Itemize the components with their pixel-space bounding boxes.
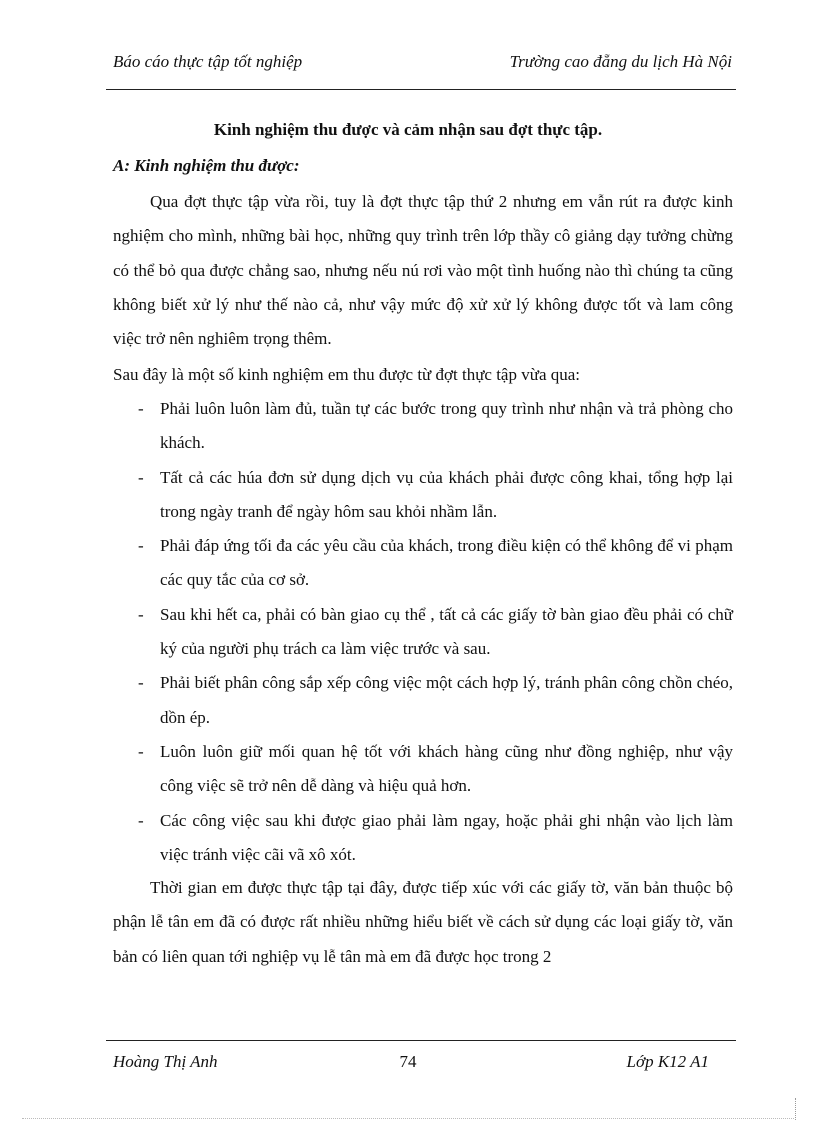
list-item [113,735,733,804]
footer-divider [106,1040,736,1041]
list-item [113,598,733,667]
bullet-dash: - [138,604,144,624]
running-header [0,52,816,82]
closing-paragraph: Thời gian em được thực tập tại đây, được tiếp xúc với các giấy tờ, văn bản thuộc bộ phận lễ tân em đã có được rất nhiều những hiểu biết về cách sử dụng các loại giấy tờ, văn bản có liên quan tới nghiệp vụ lễ tân mà em đã được học trong 2 [113,878,733,966]
header-school-name: Trường cao đẵng du lịch Hà Nội [509,52,732,71]
bullet-dash: - [138,536,144,556]
section-heading: A: Kinh nghiệm thu được: [113,156,300,175]
header-divider [106,89,736,90]
list-item-text: Phải biết phân công sắp xếp công việc một cách hợp lý, tránh phân công chồn chéo, dồn ép. [160,673,733,727]
list-item-text: Sau khi hết ca, phải có bàn giao cụ thể , tất cả các giấy tờ bàn giao đều phải có chữ ký của người phụ trách ca làm việc trước và sau. [160,604,733,659]
footer-class: Lớp K12 A1 [626,1052,709,1071]
experience-list [113,392,733,872]
bullet-dash: - [138,399,144,418]
bullet-dash: - [138,741,144,761]
bullet-dash: - [138,810,144,830]
list-item [113,804,733,873]
page-title: Kinh nghiệm thu được và cảm nhận sau đợt thực tập. [213,120,603,139]
list-item [113,461,733,530]
list-item [113,666,733,735]
footer-author: Hoàng Thị Anh [113,1052,218,1071]
bullet-dash: - [138,467,144,487]
list-item-text: Luôn luôn giữ mối quan hệ tốt với khách hàng cũng như đồng nghiệp, như vậy công việc sẽ trở nên dễ dàng và hiệu quả hơn. [160,741,733,796]
bullet-dash: - [138,673,144,693]
page-corner-mark [795,1098,797,1120]
page-edge-dotted-line [22,1118,794,1119]
list-item-text: Tất cả các húa đơn sử dụng dịch vụ của khách phải được công khai, tổng hợp lại trong ngày tranh để ngày hôm sau khỏi nhầm lẫn. [160,467,733,521]
list-item-text: Các công việc sau khi được giao phải làm ngay, hoặc phải ghi nhận vào lịch làm việc tránh việc cãi vã xô xót. [160,810,733,864]
intro-paragraph: Qua đợt thực tập vừa rồi, tuy là đợt thực tập thứ 2 nhưng em vẫn rút ra được kinh nghiệm cho mình, những bài học, những quy trình trên lớp thầy cô giảng dạy tưởng chừng có thể bỏ qua được chẳng sao, nhưng nếu nú rơi vào một tình huống nào thì chúng ta cũng không biết xử lý như thế nào cả, như vậy mức độ xử xử lý không được tốt và lam công việc trở nên nghiêm trọng thêm. [113,192,733,349]
list-item [113,529,733,598]
lead-paragraph: Sau đây là một số kinh nghiệm em thu được từ đợt thực tập vừa qua: [113,365,581,384]
list-item-text: Phải đáp ứng tối đa các yêu cầu của khách, trong điều kiện có thể không để vi phạm các quy tắc của cơ sở. [160,536,733,590]
list-item-text: Phải luôn luôn làm đủ, tuần tự các bước trong quy trình như nhận và trả phòng cho khách. [160,399,733,453]
page-number: 74 [399,1052,417,1071]
list-item [113,392,733,461]
header-report-title: Báo cáo thực tập tốt nghiệp [113,52,303,71]
